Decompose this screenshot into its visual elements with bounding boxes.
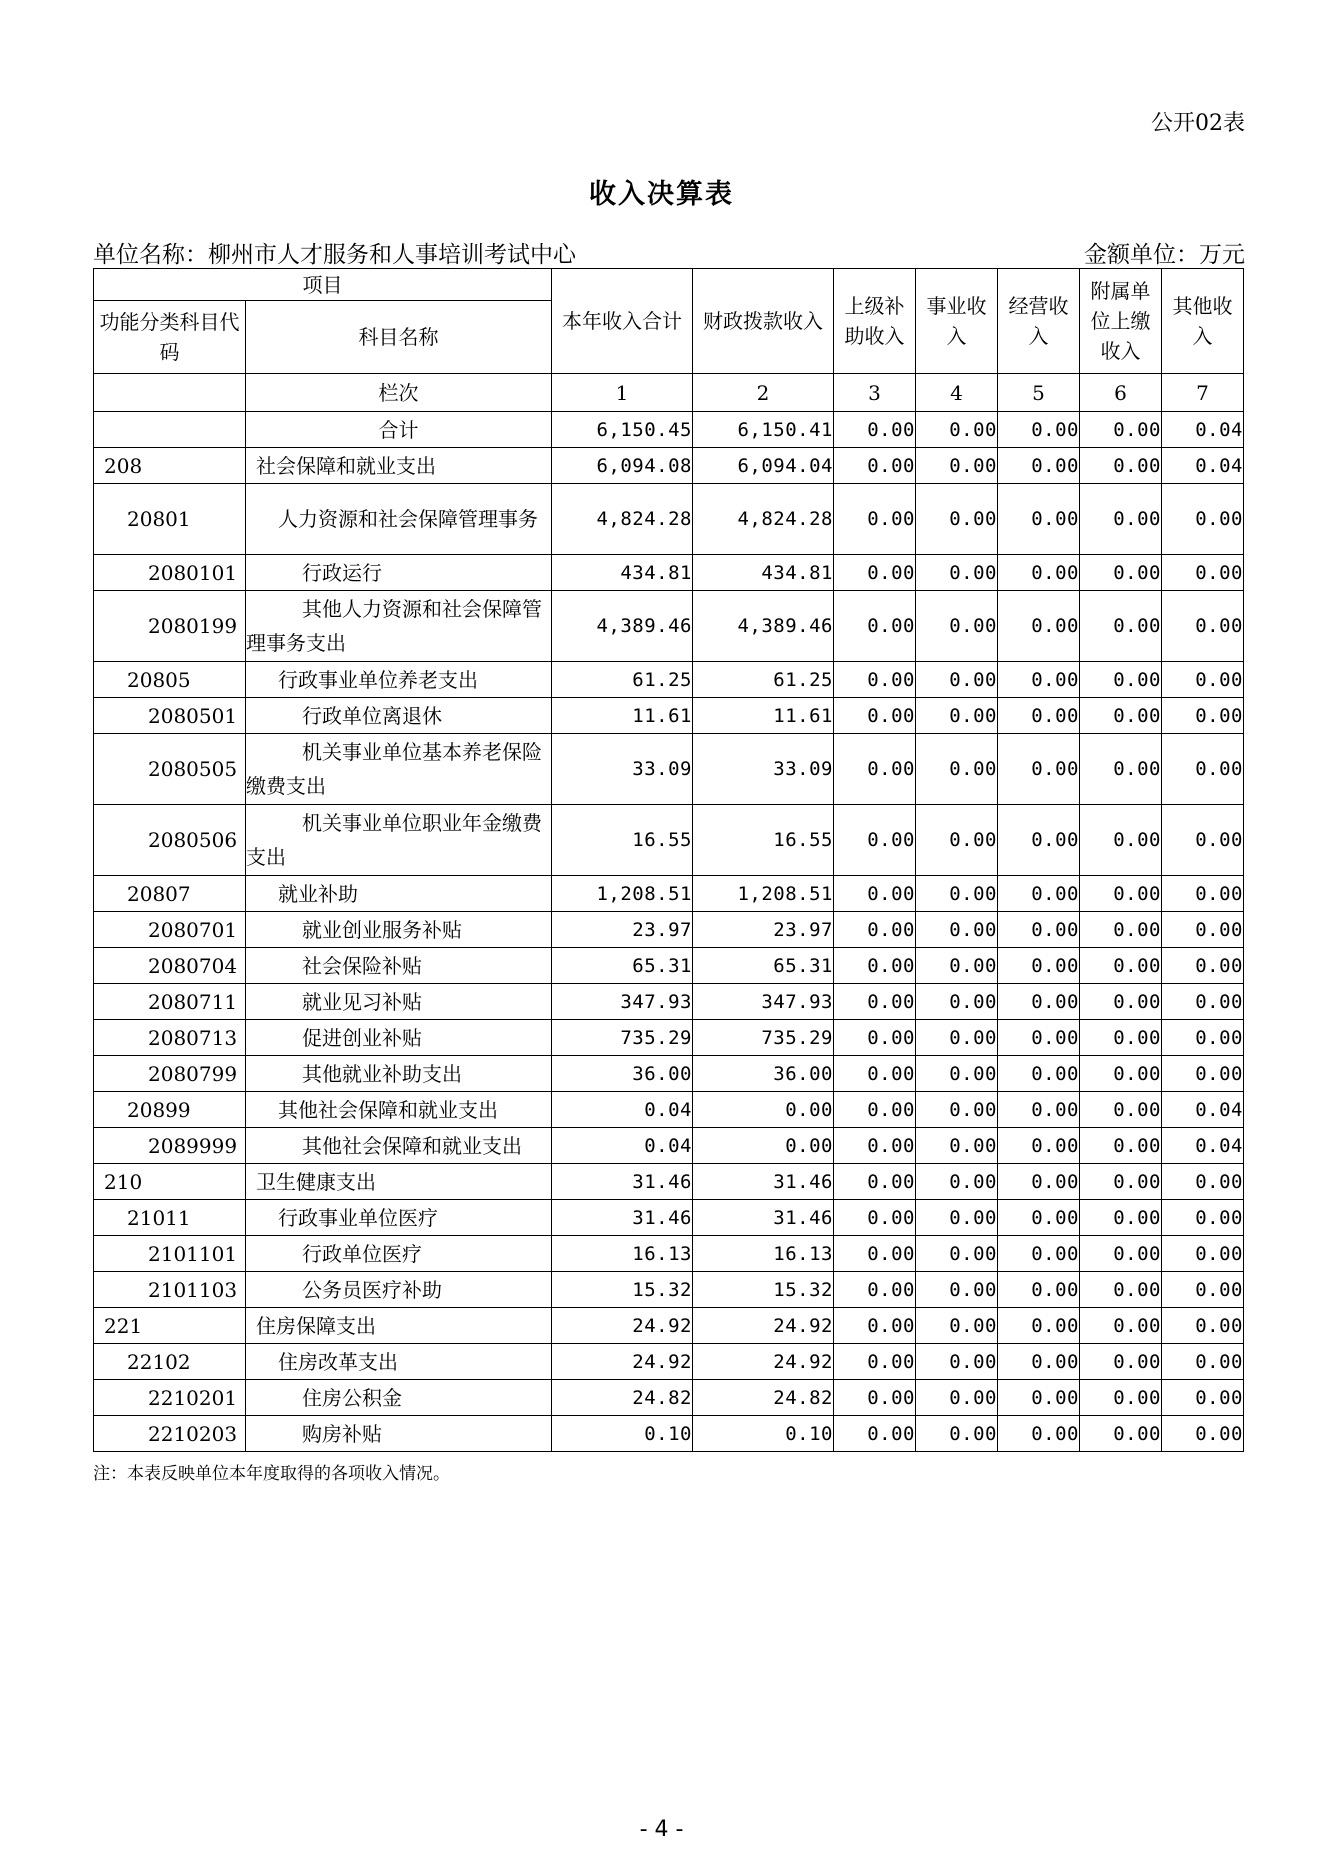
amount-col1: 1,208.51 [552, 876, 693, 912]
amount-col6: 0.00 [1080, 1416, 1162, 1452]
amount-col1: 0.04 [552, 1092, 693, 1128]
table-row [94, 448, 1244, 484]
amount-col2: 31.46 [693, 1200, 834, 1236]
subject-code: 20899 [94, 1092, 246, 1128]
amount-col3: 0.00 [834, 662, 916, 698]
amount-col7: 0.00 [1162, 984, 1244, 1020]
subject-code: 2089999 [94, 1128, 246, 1164]
amount-col4: 0.00 [916, 555, 998, 591]
amount-col2: 0.00 [693, 1092, 834, 1128]
amount-col3: 0.00 [834, 1416, 916, 1452]
subject-code: 208 [94, 448, 246, 484]
subject-name: 公务员医疗补助 [246, 1272, 552, 1308]
amount-col4: 0.00 [916, 1056, 998, 1092]
subject-code: 20805 [94, 662, 246, 698]
amount-col1: 31.46 [552, 1164, 693, 1200]
table-row [94, 734, 1244, 805]
amount-col6: 0.00 [1080, 984, 1162, 1020]
amount-col5: 0.00 [998, 876, 1080, 912]
table-row [94, 805, 1244, 876]
subject-code: 20801 [94, 484, 246, 555]
amount-col7: 0.04 [1162, 1128, 1244, 1164]
amount-col7: 0.00 [1162, 555, 1244, 591]
amount-col4: 0.00 [916, 948, 998, 984]
subject-name: 其他就业补助支出 [246, 1056, 552, 1092]
amount-col3: 0.00 [834, 555, 916, 591]
amount-col6: 0.00 [1080, 555, 1162, 591]
amount-col6: 0.00 [1080, 734, 1162, 805]
table-row [94, 1236, 1244, 1272]
form-number: 公开02表 [1151, 111, 1245, 136]
amount-col3: 0.00 [834, 1200, 916, 1236]
table-row [94, 1164, 1244, 1200]
amount-col1: 33.09 [552, 734, 693, 805]
subject-name: 住房改革支出 [246, 1344, 552, 1380]
amount-col5: 0.00 [998, 734, 1080, 805]
subject-code: 2080701 [94, 912, 246, 948]
amount-col4: 0.00 [916, 984, 998, 1020]
amount-col5: 0.00 [998, 1056, 1080, 1092]
amount-col4: 0.00 [916, 1308, 998, 1344]
subject-code: 2080199 [94, 591, 246, 662]
table-row [94, 948, 1244, 984]
amount-col2: 6,094.04 [693, 448, 834, 484]
subject-code: 2101101 [94, 1236, 246, 1272]
header-col6: 附属单位上缴收入 [1080, 269, 1162, 374]
subject-name: 就业补助 [246, 876, 552, 912]
amount-col6: 0.00 [1080, 448, 1162, 484]
amount-col6: 0.00 [1080, 1344, 1162, 1380]
amount-col3: 0.00 [834, 876, 916, 912]
table-row [94, 1092, 1244, 1128]
subject-name: 人力资源和社会保障管理事务 [246, 484, 552, 555]
amount-col1: 434.81 [552, 555, 693, 591]
amount-col6: 0.00 [1080, 1020, 1162, 1056]
amount-col6: 0.00 [1080, 1272, 1162, 1308]
amount-col1: 735.29 [552, 1020, 693, 1056]
amount-col3: 0.00 [834, 484, 916, 555]
subject-name: 促进创业补贴 [246, 1020, 552, 1056]
amount-col1: 4,824.28 [552, 484, 693, 555]
amount-col4: 0.00 [916, 1128, 998, 1164]
subject-code: 22102 [94, 1344, 246, 1380]
amount-col7: 0.00 [1162, 1200, 1244, 1236]
subject-name: 机关事业单位基本养老保险缴费支出 [246, 734, 552, 805]
row-index-4: 4 [916, 374, 998, 412]
subject-name: 卫生健康支出 [246, 1164, 552, 1200]
amount-col7: 0.04 [1162, 448, 1244, 484]
amount-col4: 0.00 [916, 912, 998, 948]
amount-col5: 0.00 [998, 1092, 1080, 1128]
amount-col2: 0.10 [693, 1416, 834, 1452]
amount-col1: 36.00 [552, 1056, 693, 1092]
amount-col2: 11.61 [693, 698, 834, 734]
amount-col2: 33.09 [693, 734, 834, 805]
amount-col6: 0.00 [1080, 805, 1162, 876]
amount-col1: 65.31 [552, 948, 693, 984]
amount-col7: 0.00 [1162, 698, 1244, 734]
table-row [94, 1128, 1244, 1164]
amount-col7: 0.00 [1162, 591, 1244, 662]
subject-code: 2101103 [94, 1272, 246, 1308]
amount-col4: 0.00 [916, 1164, 998, 1200]
table-row [94, 484, 1244, 555]
amount-col5: 0.00 [998, 1344, 1080, 1380]
amount-col3: 0.00 [834, 1236, 916, 1272]
subject-code: 2210203 [94, 1416, 246, 1452]
subject-name: 机关事业单位职业年金缴费支出 [246, 805, 552, 876]
amount-col3: 0.00 [834, 1380, 916, 1416]
row-index-7: 7 [1162, 374, 1244, 412]
amount-col7: 0.00 [1162, 1380, 1244, 1416]
amount-col4: 0.00 [916, 876, 998, 912]
amount-col6: 0.00 [1080, 876, 1162, 912]
amount-col2: 735.29 [693, 1020, 834, 1056]
header-col2: 财政拨款收入 [693, 269, 834, 374]
subject-code: 210 [94, 1164, 246, 1200]
subject-name: 行政事业单位养老支出 [246, 662, 552, 698]
amount-col6: 0.00 [1080, 1056, 1162, 1092]
amount-col6: 0.00 [1080, 1380, 1162, 1416]
amount-col3: 0.00 [834, 448, 916, 484]
amount-col1: 23.97 [552, 912, 693, 948]
table-row [94, 1344, 1244, 1380]
subject-name: 行政单位医疗 [246, 1236, 552, 1272]
amount-col2: 31.46 [693, 1164, 834, 1200]
amount-col5: 0.00 [998, 948, 1080, 984]
header-col4: 事业收入 [916, 269, 998, 374]
subject-name: 社会保障和就业支出 [246, 448, 552, 484]
amount-col3: 0.00 [834, 948, 916, 984]
subject-name: 住房公积金 [246, 1380, 552, 1416]
subject-code: 2080506 [94, 805, 246, 876]
row-index-blank [94, 374, 246, 412]
amount-col7: 0.00 [1162, 1236, 1244, 1272]
amount-col5: 0.00 [998, 1236, 1080, 1272]
amount-col4: 0.00 [916, 1344, 998, 1380]
table-row [94, 1056, 1244, 1092]
amount-col7: 0.00 [1162, 1416, 1244, 1452]
amount-col5: 0.00 [998, 1020, 1080, 1056]
unit-name: 单位名称：柳州市人才服务和人事培训考试中心 [93, 242, 576, 268]
subject-name: 行政运行 [246, 555, 552, 591]
subject-name: 行政单位离退休 [246, 698, 552, 734]
amount-col6: 0.00 [1080, 1128, 1162, 1164]
amount-col1: 0.10 [552, 1416, 693, 1452]
amount-col5: 0.00 [998, 484, 1080, 555]
amount-col4: 0.00 [916, 1380, 998, 1416]
amount-col6: 0.00 [1080, 698, 1162, 734]
amount-col6: 0.00 [1080, 912, 1162, 948]
table-row [94, 698, 1244, 734]
amount-col5: 0.00 [998, 1164, 1080, 1200]
subject-code: 2210201 [94, 1380, 246, 1416]
table-row [94, 1020, 1244, 1056]
amount-col1: 24.92 [552, 1344, 693, 1380]
subject-code: 2080101 [94, 555, 246, 591]
subject-code: 221 [94, 1308, 246, 1344]
amount-col4: 0.00 [916, 1416, 998, 1452]
amount-col4: 0.00 [916, 1020, 998, 1056]
amount-col6: 0.00 [1080, 1200, 1162, 1236]
amount-col5: 0.00 [998, 805, 1080, 876]
amount-col1: 16.13 [552, 1236, 693, 1272]
amount-col1: 61.25 [552, 662, 693, 698]
amount-col2: 24.92 [693, 1308, 834, 1344]
subject-name: 社会保险补贴 [246, 948, 552, 984]
subject-name: 购房补贴 [246, 1416, 552, 1452]
subject-name: 合计 [246, 412, 552, 448]
amount-col6: 0.00 [1080, 1308, 1162, 1344]
amount-col2: 65.31 [693, 948, 834, 984]
amount-col5: 0.00 [998, 1380, 1080, 1416]
amount-col4: 0.00 [916, 484, 998, 555]
amount-col4: 0.00 [916, 412, 998, 448]
amount-col2: 1,208.51 [693, 876, 834, 912]
amount-col6: 0.00 [1080, 662, 1162, 698]
amount-col1: 4,389.46 [552, 591, 693, 662]
amount-col3: 0.00 [834, 1020, 916, 1056]
subject-code: 21011 [94, 1200, 246, 1236]
page-number: - 4 - [639, 1817, 684, 1842]
table-row [94, 662, 1244, 698]
header-col1: 本年收入合计 [552, 269, 693, 374]
page-title: 收入决算表 [589, 179, 734, 210]
amount-col5: 0.00 [998, 912, 1080, 948]
amount-col5: 0.00 [998, 1308, 1080, 1344]
amount-col2: 15.32 [693, 1272, 834, 1308]
table-row [94, 912, 1244, 948]
amount-col5: 0.00 [998, 1416, 1080, 1452]
amount-col2: 61.25 [693, 662, 834, 698]
amount-col2: 36.00 [693, 1056, 834, 1092]
table-row [94, 876, 1244, 912]
row-index-label: 栏次 [246, 374, 552, 412]
amount-col6: 0.00 [1080, 1236, 1162, 1272]
amount-col2: 347.93 [693, 984, 834, 1020]
amount-col7: 0.00 [1162, 734, 1244, 805]
header-name: 科目名称 [246, 301, 552, 374]
row-index-2: 2 [693, 374, 834, 412]
table-row [94, 1416, 1244, 1452]
subject-name: 其他社会保障和就业支出 [246, 1128, 552, 1164]
row-index-5: 5 [998, 374, 1080, 412]
subject-code [94, 412, 246, 448]
subject-name: 行政事业单位医疗 [246, 1200, 552, 1236]
amount-col5: 0.00 [998, 662, 1080, 698]
amount-col5: 0.00 [998, 984, 1080, 1020]
amount-col3: 0.00 [834, 1092, 916, 1128]
amount-col6: 0.00 [1080, 412, 1162, 448]
amount-col2: 24.82 [693, 1380, 834, 1416]
amount-col7: 0.00 [1162, 1056, 1244, 1092]
amount-col5: 0.00 [998, 698, 1080, 734]
amount-col2: 434.81 [693, 555, 834, 591]
table-row [94, 1308, 1244, 1344]
amount-col2: 16.13 [693, 1236, 834, 1272]
amount-col2: 16.55 [693, 805, 834, 876]
amount-col7: 0.00 [1162, 484, 1244, 555]
amount-col3: 0.00 [834, 1272, 916, 1308]
amount-col2: 6,150.41 [693, 412, 834, 448]
amount-col7: 0.00 [1162, 912, 1244, 948]
amount-col4: 0.00 [916, 1200, 998, 1236]
subject-code: 2080704 [94, 948, 246, 984]
table-row [94, 591, 1244, 662]
amount-col3: 0.00 [834, 1308, 916, 1344]
subject-code: 2080505 [94, 734, 246, 805]
income-table [93, 268, 1244, 1452]
amount-col3: 0.00 [834, 1164, 916, 1200]
amount-col4: 0.00 [916, 662, 998, 698]
amount-col1: 11.61 [552, 698, 693, 734]
table-body [94, 412, 1244, 1452]
header-col3: 上级补助收入 [834, 269, 916, 374]
header-col5: 经营收入 [998, 269, 1080, 374]
row-index-1: 1 [552, 374, 693, 412]
table-row [94, 1200, 1244, 1236]
amount-col5: 0.00 [998, 591, 1080, 662]
amount-col2: 0.00 [693, 1128, 834, 1164]
amount-col3: 0.00 [834, 734, 916, 805]
amount-col7: 0.00 [1162, 1344, 1244, 1380]
amount-col4: 0.00 [916, 734, 998, 805]
amount-col3: 0.00 [834, 698, 916, 734]
subject-name: 其他人力资源和社会保障管理事务支出 [246, 591, 552, 662]
amount-col7: 0.00 [1162, 805, 1244, 876]
amount-col1: 16.55 [552, 805, 693, 876]
amount-col7: 0.00 [1162, 948, 1244, 984]
amount-col2: 23.97 [693, 912, 834, 948]
amount-col2: 24.92 [693, 1344, 834, 1380]
table-row [94, 412, 1244, 448]
subject-name: 其他社会保障和就业支出 [246, 1092, 552, 1128]
amount-col5: 0.00 [998, 1128, 1080, 1164]
amount-col7: 0.00 [1162, 1020, 1244, 1056]
amount-col6: 0.00 [1080, 948, 1162, 984]
amount-col3: 0.00 [834, 412, 916, 448]
table-row [94, 555, 1244, 591]
amount-col1: 6,094.08 [552, 448, 693, 484]
table-row [94, 1272, 1244, 1308]
table-row [94, 1380, 1244, 1416]
amount-col7: 0.04 [1162, 1092, 1244, 1128]
subject-code: 2080501 [94, 698, 246, 734]
amount-col7: 0.00 [1162, 876, 1244, 912]
row-index-3: 3 [834, 374, 916, 412]
subject-name: 就业创业服务补贴 [246, 912, 552, 948]
amount-col6: 0.00 [1080, 591, 1162, 662]
amount-col3: 0.00 [834, 1056, 916, 1092]
subject-name: 就业见习补贴 [246, 984, 552, 1020]
amount-col3: 0.00 [834, 984, 916, 1020]
amount-col3: 0.00 [834, 1344, 916, 1380]
amount-col1: 24.92 [552, 1308, 693, 1344]
table-row [94, 984, 1244, 1020]
amount-col6: 0.00 [1080, 484, 1162, 555]
subject-code: 20807 [94, 876, 246, 912]
amount-col5: 0.00 [998, 555, 1080, 591]
amount-col4: 0.00 [916, 805, 998, 876]
header-col7: 其他收入 [1162, 269, 1244, 374]
table-note: 注：本表反映单位本年度取得的各项收入情况。 [93, 1464, 450, 1484]
amount-col5: 0.00 [998, 1272, 1080, 1308]
amount-col1: 15.32 [552, 1272, 693, 1308]
amount-col1: 6,150.45 [552, 412, 693, 448]
amount-col4: 0.00 [916, 698, 998, 734]
header-item: 项目 [94, 269, 552, 301]
amount-col4: 0.00 [916, 1092, 998, 1128]
amount-col7: 0.00 [1162, 662, 1244, 698]
subject-name: 住房保障支出 [246, 1308, 552, 1344]
amount-col3: 0.00 [834, 1128, 916, 1164]
amount-col4: 0.00 [916, 1236, 998, 1272]
amount-col7: 0.00 [1162, 1164, 1244, 1200]
subject-code: 2080711 [94, 984, 246, 1020]
amount-col4: 0.00 [916, 591, 998, 662]
amount-col5: 0.00 [998, 1200, 1080, 1236]
subject-code: 2080713 [94, 1020, 246, 1056]
amount-col7: 0.04 [1162, 412, 1244, 448]
subject-code: 2080799 [94, 1056, 246, 1092]
amount-col1: 347.93 [552, 984, 693, 1020]
amount-col5: 0.00 [998, 448, 1080, 484]
amount-unit: 金额单位：万元 [1084, 242, 1245, 268]
amount-col3: 0.00 [834, 912, 916, 948]
amount-col6: 0.00 [1080, 1164, 1162, 1200]
amount-col1: 0.04 [552, 1128, 693, 1164]
amount-col2: 4,824.28 [693, 484, 834, 555]
amount-col4: 0.00 [916, 448, 998, 484]
amount-col3: 0.00 [834, 805, 916, 876]
amount-col7: 0.00 [1162, 1272, 1244, 1308]
amount-col1: 31.46 [552, 1200, 693, 1236]
amount-col6: 0.00 [1080, 1092, 1162, 1128]
row-index-6: 6 [1080, 374, 1162, 412]
amount-col3: 0.00 [834, 591, 916, 662]
amount-col5: 0.00 [998, 412, 1080, 448]
amount-col2: 4,389.46 [693, 591, 834, 662]
header-code: 功能分类科目代码 [94, 301, 246, 374]
amount-col1: 24.82 [552, 1380, 693, 1416]
amount-col7: 0.00 [1162, 1308, 1244, 1344]
amount-col4: 0.00 [916, 1272, 998, 1308]
